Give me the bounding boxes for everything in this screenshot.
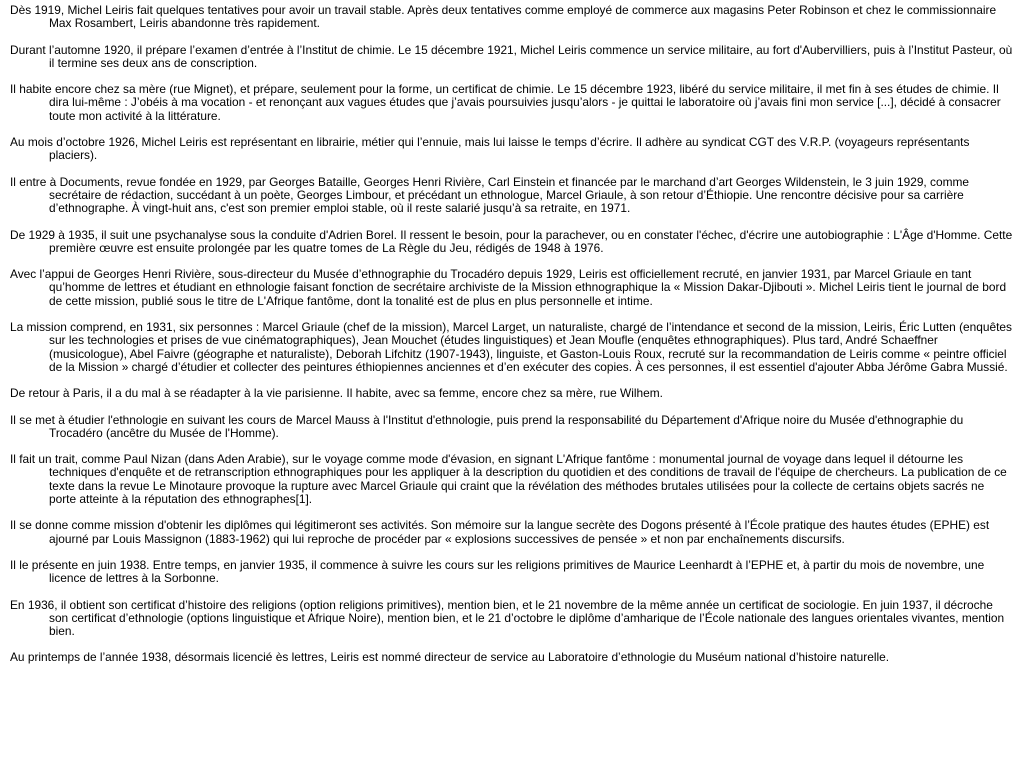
paragraph-1926-librairie: Au mois d’octobre 1926, Michel Leiris est représentant en librairie, métier qui l’ennuie, mais lui laisse le temps d’écrire. Il adhère au syndicat CGT des V.R.P. (voyageurs représentants placiers). (10, 135, 970, 163)
paragraph-1920-institut-chimie: Durant l’automne 1920, il prépare l’examen d’entrée à l’Institut de chimie. Le 15 décembre 1921, Michel Leiris commence un service militaire, au fort d'Aubervilliers, puis à l’Institut Pasteur, où il termine ses deux ans de conscription. (10, 42, 1013, 70)
paragraph-1936-certificats: En 1936, il obtient son certificat d’histoire des religions (option religions primitives), mention bien, et le 21 novembre de la même année un certificat de sociologie. En juin 1937, il décroche son certificat d’ethnologie (options linguistique et Afrique Noire), mention bien, et le 21 d’octobre le diplôme d’amharique de l’École nationale des langues orientales vivantes, mention bien. (10, 597, 1005, 639)
paragraph-1938-memoire: Il le présente en juin 1938. Entre temps, en janvier 1935, il commence à suivre les cours sur les religions primitives de Maurice Leenhardt à l’EPHE et, à partir du mois de novembre, une licence de lettres à la Sorbonne. (10, 557, 985, 586)
paragraph-1929-documents: Il entre à Documents, revue fondée en 1929, par Georges Bataille, Georges Henri Rivière, Carl Einstein et financée par le marchand d’art Georges Wildenstein, le 3 juin 1929, comme secrétaire de rédaction, succédant à un poète, Georges Limbour, et précédant un ethnologue, Marcel Griaule, à son retour d’Éthiopie. Une rencontre décisive pour sa carrière d’ethnographe. À vingt-huit ans, c'est son premier emploi stable, où il reste salarié jusqu’à sa retraite, en 1971. (10, 174, 970, 216)
paragraph-mission-members: La mission comprend, en 1931, six personnes : Marcel Griaule (chef de la mission), Marcel Larget, un naturaliste, chargé de l’intendance et second de la mission, Leiris, Éric Lutten (enquêtes sur les technologies et prises de vue cinématographiques), Jean Mouchet (études linguistiques) et Jean Moufle (enquêtes ethnographiques). Plus tard, André Schaeffner (musicologue), Abel Faivre (géographe et naturaliste), Deborah Lifchitz (1907-1943), linguiste, et Gaston-Louis Roux, recruté sur la recommandation de Leiris comme « peintre officiel de la Mission » chargé d’étudier et collecter des peintures éthiopiennes anciennes et d’en exécuter des copies. À ces personnes, il est essentiel d'ajouter Abba Jérôme Gabra Mussié. (10, 320, 1012, 374)
paragraph-retour-paris: De retour à Paris, il a du mal à se réadapter à la vie parisienne. Il habite, avec sa femme, encore chez sa mère, rue Wilhem. (10, 386, 663, 401)
paragraph-1919-employment: Dès 1919, Michel Leiris fait quelques tentatives pour avoir un travail stable. Après deux tentatives comme employé de commerce aux magasins Peter Robinson et chez le commissionnaire Max Rosambert, Leiris abandonne très rapidement. (10, 3, 997, 31)
paragraph-psychanalyse: De 1929 à 1935, il suit une psychanalyse sous la conduite d'Adrien Borel. Il ressent le besoin, pour la parachever, ou en constater l'échec, d'écrire une autobiographie : L'Âge d'Homme. Cette première œuvre est ensuite prolongée par les quatre tomes de La Règle du Jeu, rédigés de 1948 à 1976. (10, 227, 1013, 255)
paragraph-1923-vocation: Il habite encore chez sa mère (rue Mignet), et prépare, seulement pour la forme, un certificat de chimie. Le 15 décembre 1923, libéré du service militaire, il met fin à ses études de chimie. Il dira lui-même : J’obéis à ma vocation - et renonçant aux vagues études que j’avais poursuivies jusqu’alors - je quittai le laboratoire où j’avais fini mon service [...], décidé à consacrer toute mon activité à la littérature. (10, 82, 1001, 123)
paragraph-diplomes: Il se donne comme mission d'obtenir les diplômes qui légitimeront ses activités. Son mémoire sur la langue secrète des Dogons présenté à l’École pratique des hautes études (EPHE) est ajourné par Louis Massignon (1883-1962) qui lui reproche de procéder par « explosions successives de pensée » et non par enchaînements discursifs. (10, 518, 990, 546)
paragraph-afrique-fantome: Il fait un trait, comme Paul Nizan (dans Aden Arabie), sur le voyage comme mode d'évasion, en signant L'Afrique fantôme : monumental journal de voyage dans lequel il détourne les techniques d'enquête et de retranscription ethnographiques pour les appliquer à la description du quotidien et des conditions de travail de l'équipe de chercheurs. La publication de ce texte dans la revue Le Minotaure provoque la rupture avec Marcel Griaule qui craint que la révélation des méthodes brutales utilisées pour la collecte de certains objets sacrés ne porte atteinte à la réputation des ethnographes[1]. (10, 452, 1007, 507)
paragraph-1938-directeur: Au printemps de l’année 1938, désormais licencié ès lettres, Leiris est nommé directeur de service au Laboratoire d’ethnologie du Muséum national d’histoire naturelle. (10, 650, 890, 665)
paragraph-mission-dakar-djibouti: Avec l’appui de Georges Henri Rivière, sous-directeur du Musée d’ethnographie du Trocadéro depuis 1929, Leiris est officiellement recruté, en janvier 1931, par Marcel Griaule en tant qu’homme de lettres et étudiant en ethnologie faisant fonction de secrétaire archiviste de la Mission ethnographique la « Mission Dakar-Djibouti ». Michel Leiris tient le journal de bord de cette mission, publié sous le titre de L'Afrique fantôme, dont la tonalité est de plus en plus personnelle et intime. (10, 267, 1007, 308)
paragraph-etudes-ethnologie: Il se met à étudier l'ethnologie en suivant les cours de Marcel Mauss à l'Institut d'ethnologie, puis prend la responsabilité du Département d'Afrique noire du Musée d'ethnographie du Trocadéro (ancêtre du Musée de l'Homme). (10, 412, 964, 440)
